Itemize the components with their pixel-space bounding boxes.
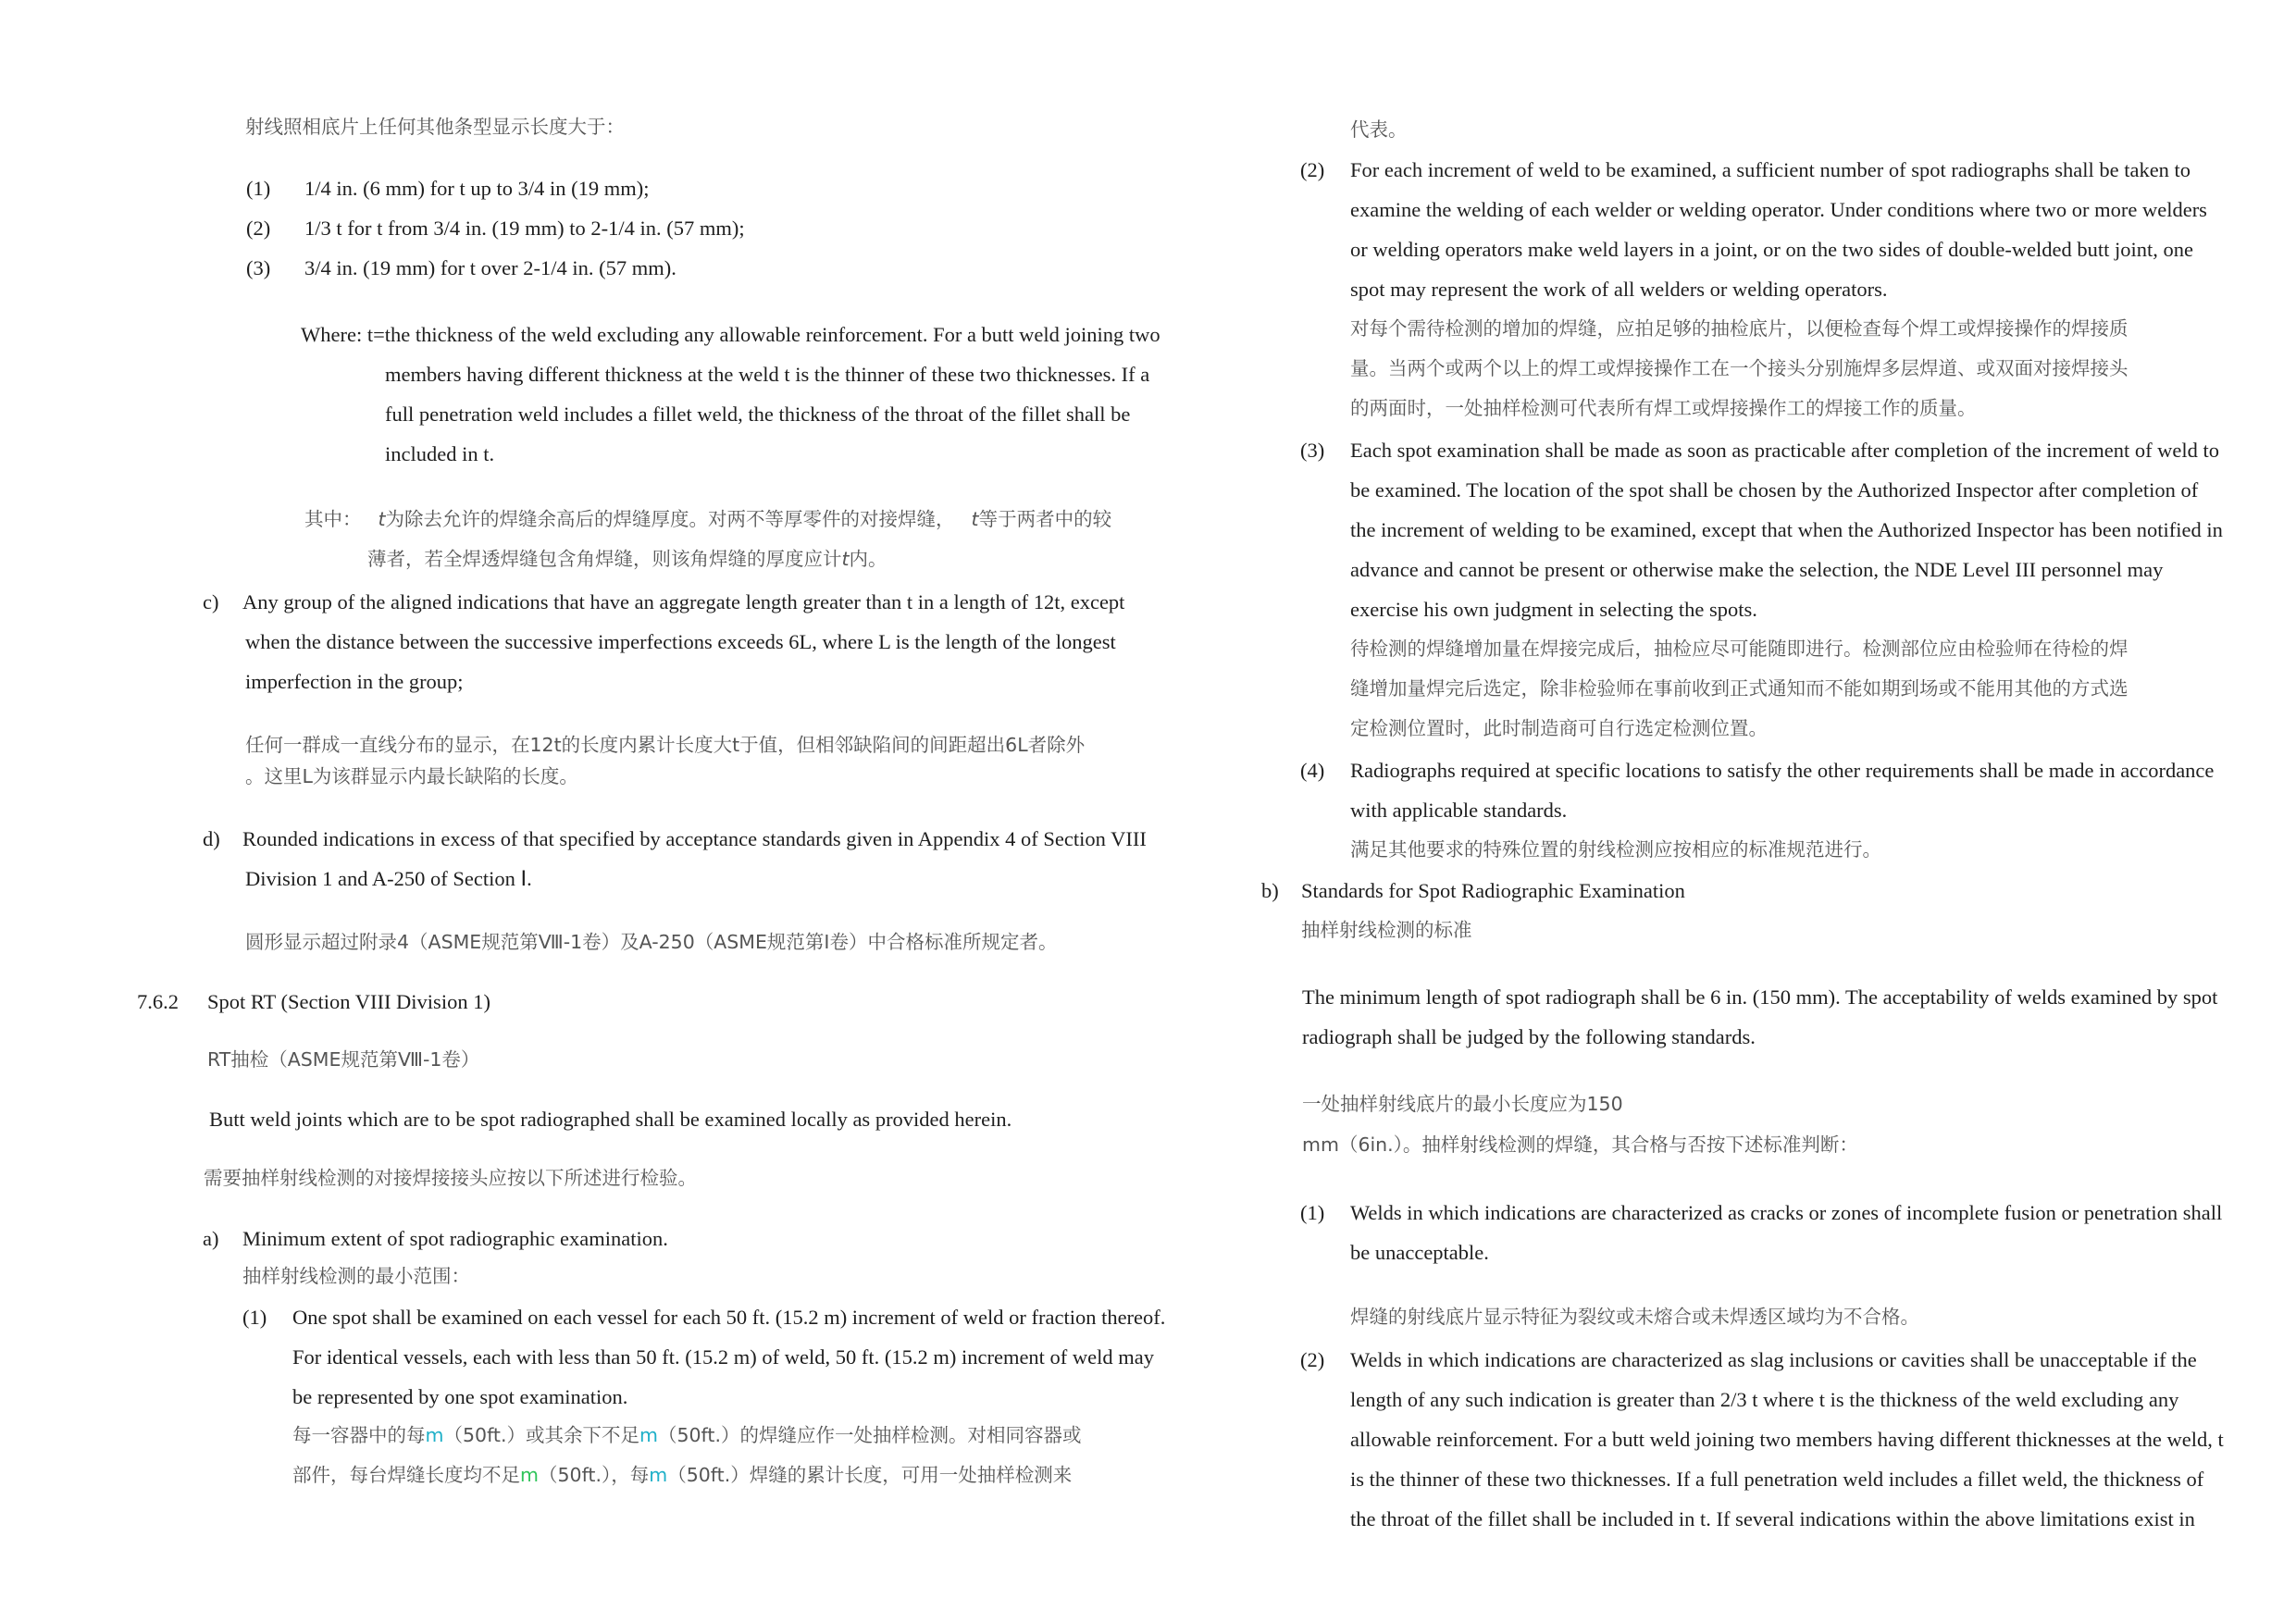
item-b-title-cn: 抽样射线检测的标准 <box>1301 919 1472 941</box>
text-run: 等于两者中的较 <box>978 508 1112 530</box>
item-label: a) <box>203 1227 219 1250</box>
text-run: 其中： <box>304 508 362 530</box>
item-a1-cn-line <box>292 1466 1072 1485</box>
item-a1-cn-line <box>292 1426 1081 1445</box>
intro-cn: 射线照相底片上任何其他条型显示长度大于： <box>245 116 625 138</box>
list-num: (4) <box>1300 759 1325 782</box>
item-s2-line: the throat of the fillet shall be included in t. If several indications within the above limitations exist in <box>1350 1507 2195 1530</box>
list-num: (3) <box>1300 439 1325 462</box>
item-r2-line: examine the welding of each welder or welding operator. Under conditions where two or more welders <box>1350 198 2207 221</box>
item-r2-line: or welding operators make weld layers in a joint, or on the two sides of double-welded butt joint, one <box>1350 238 2194 261</box>
continuation-cn: 代表。 <box>1350 118 1408 141</box>
where-line: members having different thickness at the weld t is the thinner of these two thicknesses. If a <box>385 363 1150 386</box>
item-r2-cn: 对每个需待检测的增加的焊缝，应拍足够的抽检底片，以便检查每个焊工或焊接操作的焊接质 <box>1350 317 2128 340</box>
min-length-cn: 一处抽样射线底片的最小长度应为150 <box>1302 1093 1623 1115</box>
item-r3-line: be examined. The location of the spot shall be chosen by the Authorized Inspector after completion of <box>1350 478 2199 502</box>
item-r3-line: exercise his own judgment in selecting the spots. <box>1350 598 1757 621</box>
item-d-line: Rounded indications in excess of that specified by acceptance standards given in Appendix 4 of Section VIII <box>242 827 1147 850</box>
item-s2-line: Welds in which indications are characterized as slag inclusions or cavities shall be unacceptable if the <box>1350 1348 2197 1371</box>
item-a1-line: be represented by one spot examination. <box>292 1385 628 1408</box>
text-run: 为除去允许的焊缝余高后的焊缝厚度。对两不等厚零件的对接焊缝， <box>385 508 955 530</box>
butt-weld-text: Butt weld joints which are to be spot radiographed shall be examined locally as provided herein. <box>209 1108 1012 1131</box>
item-b-title: Standards for Spot Radiographic Examination <box>1301 879 1685 902</box>
where-line: Where: t=the thickness of the weld excluding any allowable reinforcement. For a butt weld joining two <box>301 323 1160 346</box>
text-run: 每一容器中的每 <box>292 1424 426 1446</box>
item-d-line: Division 1 and A-250 of Section Ⅰ. <box>245 867 532 890</box>
list-num: (2) <box>246 217 271 240</box>
list-num: (1) <box>246 177 271 200</box>
list-num: (2) <box>1300 158 1325 181</box>
min-length-line: The minimum length of spot radiograph shall be 6 in. (150 mm). The acceptability of welds examined by spot <box>1302 985 2218 1009</box>
where-line: full penetration weld includes a fillet weld, the thickness of the throat of the fillet shall be <box>385 403 1131 426</box>
item-a-title-cn: 抽样射线检测的最小范围： <box>242 1265 470 1287</box>
item-r3-cn: 待检测的焊缝增加量在焊接完成后，抽检应尽可能随即进行。检测部位应由检验师在待检的焊 <box>1350 638 2128 660</box>
item-r2-line: For each increment of weld to be examined, a sufficient number of spot radiographs shall be taken to <box>1350 158 2191 181</box>
text-run: t <box>971 508 979 530</box>
text-run: 内。 <box>849 548 887 570</box>
text-run: （50ft.），每 <box>538 1464 650 1486</box>
text-run: t <box>841 548 850 570</box>
where-cn-line <box>304 510 1111 529</box>
item-r4-line: with applicable standards. <box>1350 799 1568 822</box>
item-s2-line: length of any such indication is greater than 2/3 t where t is the thickness of the weld excluding any <box>1350 1388 2179 1411</box>
item-label: d) <box>203 827 220 850</box>
list-item: 1/4 in. (6 mm) for t up to 3/4 in (19 mm); <box>304 177 650 200</box>
where-cn-line <box>367 550 887 569</box>
item-label: c) <box>203 590 219 613</box>
item-s1-line: be unacceptable. <box>1350 1241 1489 1264</box>
item-r2-cn: 的两面时，一处抽样检测可代表所有焊工或焊接操作工的焊接工作的质量。 <box>1350 397 1977 419</box>
list-num: (1) <box>242 1306 267 1329</box>
text-run: m <box>425 1424 444 1446</box>
list-num: (2) <box>1300 1348 1325 1371</box>
item-s2-line: is the thinner of these two thicknesses. If a full penetration weld includes a fillet weld, the thickness of <box>1350 1468 2204 1491</box>
section-number: 7.6.2 <box>137 990 179 1013</box>
item-d-cn: 圆形显示超过附录4（ASME规范第Ⅷ-1卷）及A-250（ASME规范第Ⅰ卷）中合格标准所规定者。 <box>245 931 1058 953</box>
item-r3-line: Each spot examination shall be made as soon as practicable after completion of the increment of weld to <box>1350 439 2220 462</box>
item-a1-line: One spot shall be examined on each vessel for each 50 ft. (15.2 m) increment of weld or fraction thereof. <box>292 1306 1166 1329</box>
item-s2-line: allowable reinforcement. For a butt weld joining two members having different thicknesses at the weld, t <box>1350 1428 2224 1451</box>
list-item: 3/4 in. (19 mm) for t over 2-1/4 in. (57 mm). <box>304 256 676 279</box>
item-r4-line: Radiographs required at specific locations to satisfy the other requirements shall be made in accordance <box>1350 759 2215 782</box>
text-run: 薄者，若全焊透焊缝包含角焊缝，则该角焊缝的厚度应计 <box>367 548 842 570</box>
item-r3-cn: 缝增加量焊完后选定，除非检验师在事前收到正式通知而不能如期到场或不能用其他的方式选 <box>1350 677 2128 700</box>
section-title: Spot RT (Section VIII Division 1) <box>207 990 490 1013</box>
text-run: 部件，每台焊缝长度均不足 <box>292 1464 520 1486</box>
item-a-title: Minimum extent of spot radiographic examination. <box>242 1227 668 1250</box>
item-c-cn: 。这里L为该群显示内最长缺陷的长度。 <box>245 765 578 787</box>
text-run: m <box>649 1464 668 1486</box>
item-s1-cn: 焊缝的射线底片显示特征为裂纹或未熔合或未焊透区域均为不合格。 <box>1350 1306 1919 1328</box>
list-item: 1/3 t for t from 3/4 in. (19 mm) to 2-1/4 in. (57 mm); <box>304 217 745 240</box>
text-run: （50ft.）或其余下不足 <box>443 1424 639 1446</box>
min-length-line: radiograph shall be judged by the following standards. <box>1302 1025 1756 1048</box>
text-run: m <box>520 1464 539 1486</box>
item-r2-line: spot may represent the work of all welders or welding operators. <box>1350 278 1888 301</box>
item-c-cn: 任何一群成一直线分布的显示，在12t的长度内累计长度大t于值，但相邻缺陷间的间距超出6L者除外 <box>245 734 1086 756</box>
item-r4-cn: 满足其他要求的特殊位置的射线检测应按相应的标准规范进行。 <box>1350 838 1881 861</box>
text-run: m <box>639 1424 658 1446</box>
text-run: （50ft.）焊缝的累计长度，可用一处抽样检测来 <box>667 1464 1073 1486</box>
item-r3-line: the increment of welding to be examined, except that when the Authorized Inspector has been notified in <box>1350 518 2223 541</box>
where-line: included in t. <box>385 442 495 465</box>
text-run: （50ft.）的焊缝应作一处抽样检测。对相同容器或 <box>657 1424 1082 1446</box>
butt-weld-cn: 需要抽样射线检测的对接焊接接头应按以下所述进行检验。 <box>204 1167 697 1189</box>
list-num: (3) <box>246 256 271 279</box>
item-c-line: imperfection in the group; <box>245 670 464 693</box>
item-r3-cn: 定检测位置时，此时制造商可自行选定检测位置。 <box>1350 717 1768 739</box>
text-run: t <box>378 508 386 530</box>
item-label: b) <box>1261 879 1279 902</box>
item-a1-line: For identical vessels, each with less than 50 ft. (15.2 m) of weld, 50 ft. (15.2 m) increment of weld may <box>292 1345 1155 1369</box>
list-num: (1) <box>1300 1201 1325 1224</box>
item-c-line: Any group of the aligned indications that have an aggregate length greater than t in a length of 12t, except <box>242 590 1125 613</box>
item-r2-cn: 量。当两个或两个以上的焊工或焊接操作工在一个接头分别施焊多层焊道、或双面对接焊接头 <box>1350 357 2128 379</box>
section-title-cn: RT抽检（ASME规范第Ⅷ-1卷） <box>207 1048 480 1071</box>
min-length-cn: mm（6in.）。抽样射线检测的焊缝，其合格与否按下述标准判断： <box>1302 1134 1858 1156</box>
item-s1-line: Welds in which indications are characterized as cracks or zones of incomplete fusion or penetration shall <box>1350 1201 2223 1224</box>
item-c-line: when the distance between the successive imperfections exceeds 6L, where L is the length of the longest <box>245 630 1116 653</box>
item-r3-line: advance and cannot be present or otherwise make the selection, the NDE Level III personnel may <box>1350 558 2164 581</box>
